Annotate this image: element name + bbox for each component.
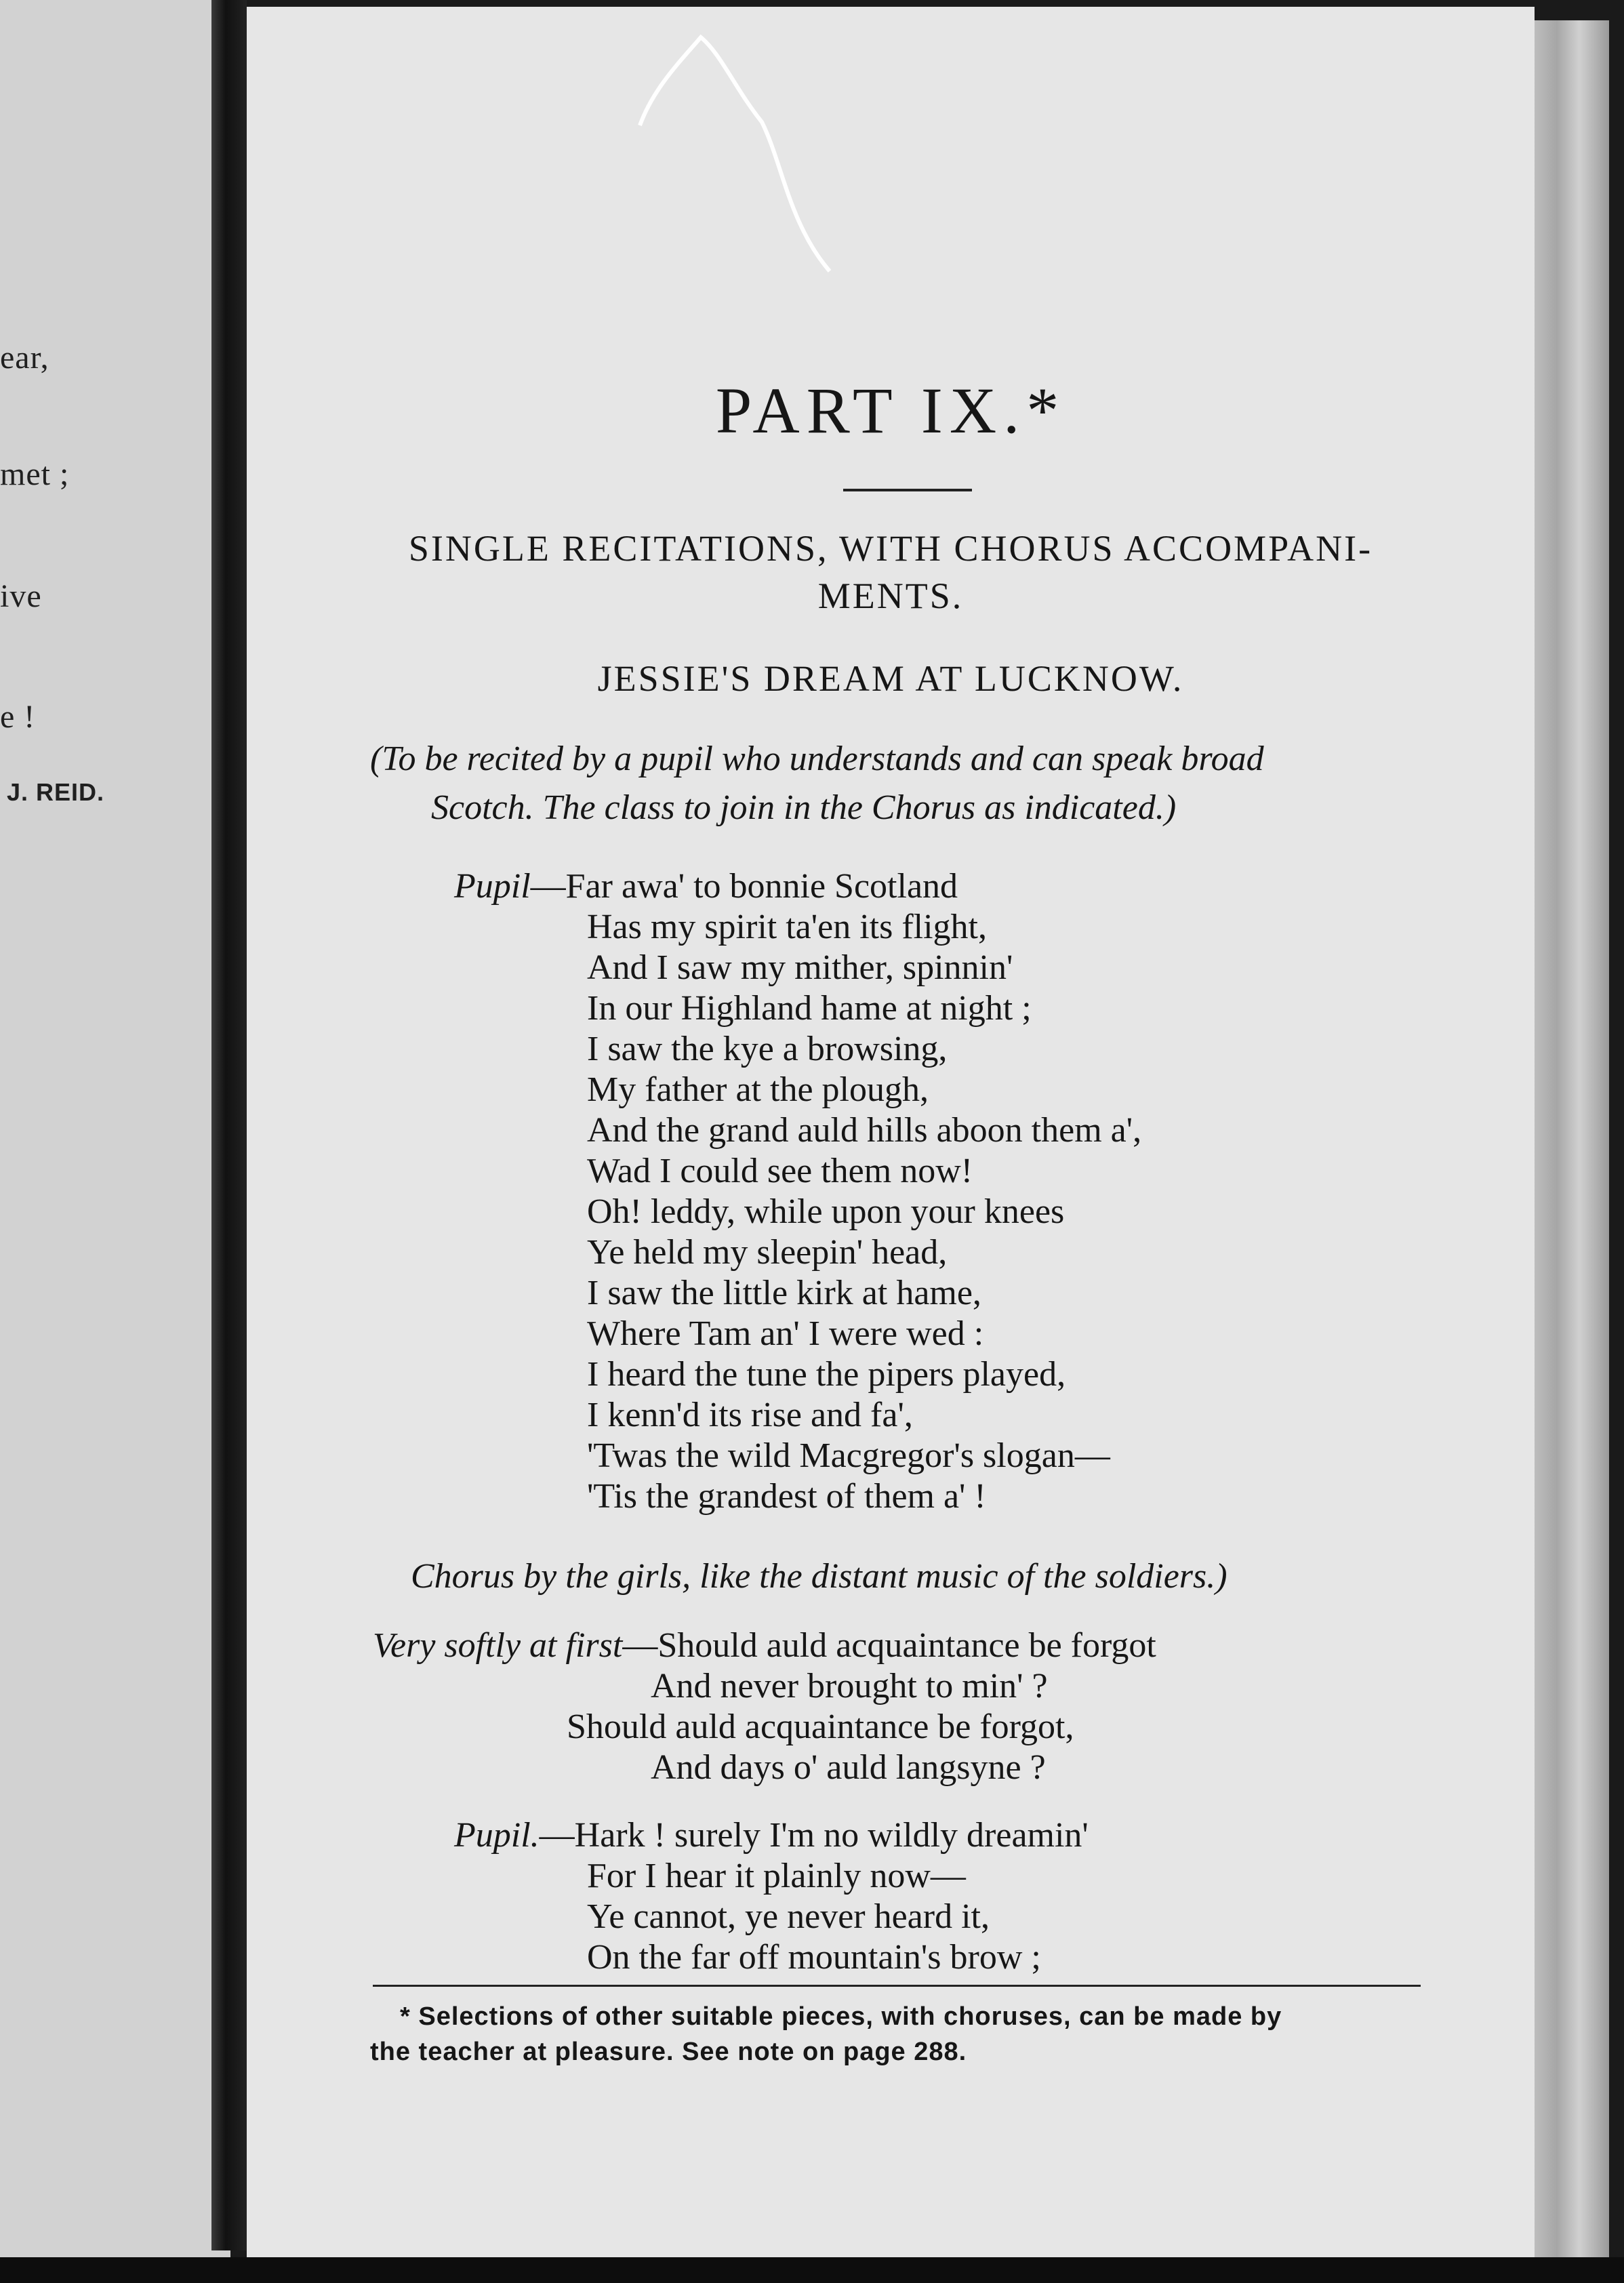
verse-line: Ye cannot, ye never heard it, — [587, 1897, 990, 1936]
chorus-direction-label: Very softly at first — [373, 1626, 623, 1665]
facing-page-fragment — [0, 0, 230, 2283]
left-fragment: ear, — [0, 340, 49, 376]
footnote-line: * Selections of other suitable pieces, with choruses, can be made by — [400, 2002, 1282, 2031]
instruction-line: (To be recited by a pupil who understands and can speak broad — [370, 740, 1264, 778]
part-title: PART IX.* — [715, 374, 1066, 447]
footnote-rule — [373, 1985, 1421, 1987]
verse-line: Where Tam an' I were wed : — [587, 1314, 984, 1353]
left-fragment: ive — [0, 578, 42, 614]
scan-border — [0, 2257, 1624, 2283]
verse-line: Has my spirit ta'en its flight, — [587, 908, 987, 946]
title-rule — [843, 489, 972, 491]
verse-line: 'Tis the grandest of them a' ! — [587, 1477, 986, 1516]
footnote-line: the teacher at pleasure. See note on page 288. — [370, 2038, 967, 2066]
verse-line: I heard the tune the pipers played, — [587, 1355, 1066, 1394]
verse-line: For I hear it plainly now— — [587, 1857, 966, 1895]
verse-line: Wad I could see them now! — [587, 1152, 973, 1190]
verse-line: And I saw my mither, spinnin' — [587, 948, 1013, 987]
book-gutter — [211, 0, 247, 2250]
verse-line: And never brought to min' ? — [651, 1667, 1048, 1705]
speaker-label: Pupil. — [454, 1816, 540, 1855]
left-fragment: e ! — [0, 699, 36, 735]
verse-line: 'Twas the wild Macgregor's slogan— — [587, 1436, 1110, 1475]
verse-text: —Far awa' to bonnie Scotland — [530, 867, 958, 906]
verse-line — [373, 1625, 1156, 1665]
verse-line — [454, 1815, 1089, 1855]
verse-line: And days o' auld langsyne ? — [651, 1748, 1046, 1787]
book-page — [247, 7, 1535, 2259]
left-fragment-author: J. REID. — [7, 778, 105, 806]
verse-line: Oh! leddy, while upon your knees — [587, 1192, 1065, 1231]
verse-line — [454, 866, 958, 906]
chorus-direction: Chorus by the girls, like the distant music of the soldiers.) — [411, 1557, 1227, 1596]
verse-line: And the grand auld hills aboon them a', — [587, 1111, 1142, 1150]
scratch-mark — [247, 7, 1535, 346]
verse-line: In our Highland hame at night ; — [587, 989, 1032, 1028]
instruction-line: Scotch. The class to join in the Chorus as indicated.) — [431, 788, 1177, 827]
verse-line: Should auld acquaintance be forgot, — [567, 1708, 1074, 1746]
verse-line: My father at the plough, — [587, 1070, 929, 1109]
section-heading-cont: MENTS. — [817, 575, 964, 616]
verse-line: I saw the kye a browsing, — [587, 1030, 948, 1068]
poem-title: JESSIE'S DREAM AT LUCKNOW. — [597, 658, 1184, 699]
verse-text: —Should auld acquaintance be forgot — [622, 1626, 1156, 1665]
left-fragment: met ; — [0, 456, 70, 492]
verse-line: Ye held my sleepin' head, — [587, 1233, 948, 1272]
verse-text: —Hark ! surely I'm no wildly dreamin' — [539, 1816, 1089, 1855]
verse-line: On the far off mountain's brow ; — [587, 1938, 1041, 1977]
speaker-label: Pupil — [454, 867, 531, 906]
verse-line: I kenn'd its rise and fa', — [587, 1396, 913, 1434]
page-edge — [1535, 20, 1609, 2257]
section-heading: SINGLE RECITATIONS, WITH CHORUS ACCOMPANI- — [408, 528, 1373, 569]
verse-line: I saw the little kirk at hame, — [587, 1274, 981, 1312]
